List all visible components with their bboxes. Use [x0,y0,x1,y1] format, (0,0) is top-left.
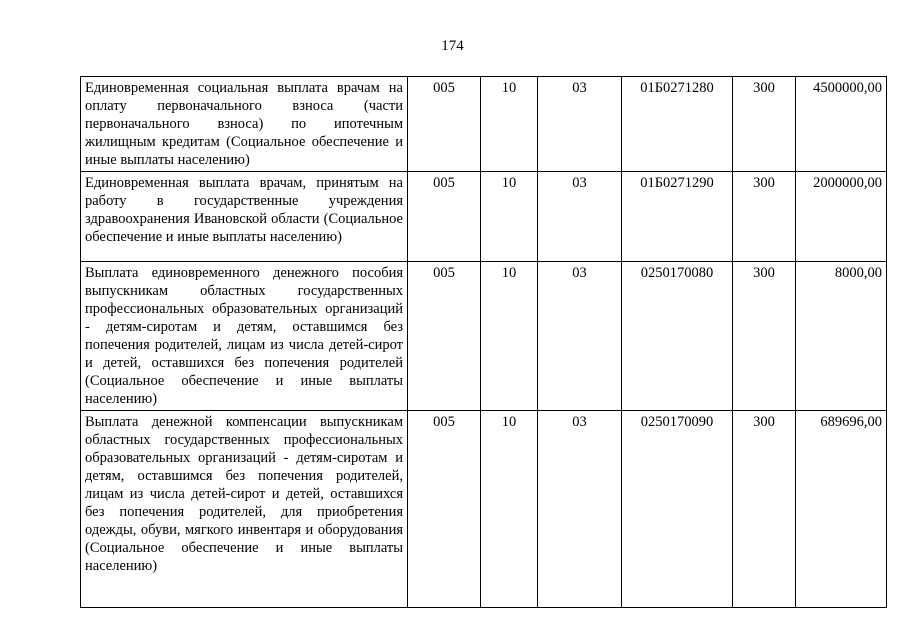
expense-type-code: 300 [733,172,796,262]
row-description: Выплата денежной компенсации выпускникам областных государственных профессиональных образовательных организаций - детям-сиротам и детям, оставшимся без попечения родителей, лицам из числа детей-сирот и детей, оставшихся без попечения родителей, для приобретения одежды, обуви, мягкого инвентаря и оборудования (Социальное обеспечение и иные выплаты населению) [81,411,408,608]
expense-type-code: 300 [733,262,796,411]
amount-value: 8000,00 [796,262,887,411]
subsection-code: 03 [538,172,622,262]
row-description: Выплата единовременного денежного пособия выпускникам областных государственных профессиональных образовательных организаций - детям-сиротам и детям, оставшимся без попечения родителей, лицам из числа детей-сирот и детей, оставшихся без попечения родителей (Социальное обеспечение и иные выплаты населению) [81,262,408,411]
table-row [81,77,887,172]
subsection-code: 03 [538,77,622,172]
ministry-code: 005 [408,172,481,262]
amount-value: 689696,00 [796,411,887,608]
table-row [81,411,887,608]
subsection-code: 03 [538,262,622,411]
expense-type-code: 300 [733,411,796,608]
section-code: 10 [481,262,538,411]
expense-type-code: 300 [733,77,796,172]
ministry-code: 005 [408,262,481,411]
ministry-code: 005 [408,411,481,608]
ministry-code: 005 [408,77,481,172]
table-row [81,172,887,262]
table-row [81,262,887,411]
page-number: 174 [441,38,464,54]
amount-value: 2000000,00 [796,172,887,262]
target-article-code: 01Б0271290 [622,172,733,262]
subsection-code: 03 [538,411,622,608]
amount-value: 4500000,00 [796,77,887,172]
row-description: Единовременная выплата врачам, принятым на работу в государственные учреждения здравоохранения Ивановской области (Социальное обеспечение и иные выплаты населению) [81,172,408,262]
budget-table [80,76,887,608]
target-article-code: 01Б0271280 [622,77,733,172]
section-code: 10 [481,411,538,608]
section-code: 10 [481,77,538,172]
row-description: Единовременная социальная выплата врачам на оплату первоначального взноса (части первоначального взноса) по ипотечным жилищным кредитам (Социальное обеспечение и иные выплаты населению) [81,77,408,172]
section-code: 10 [481,172,538,262]
target-article-code: 0250170090 [622,411,733,608]
target-article-code: 0250170080 [622,262,733,411]
